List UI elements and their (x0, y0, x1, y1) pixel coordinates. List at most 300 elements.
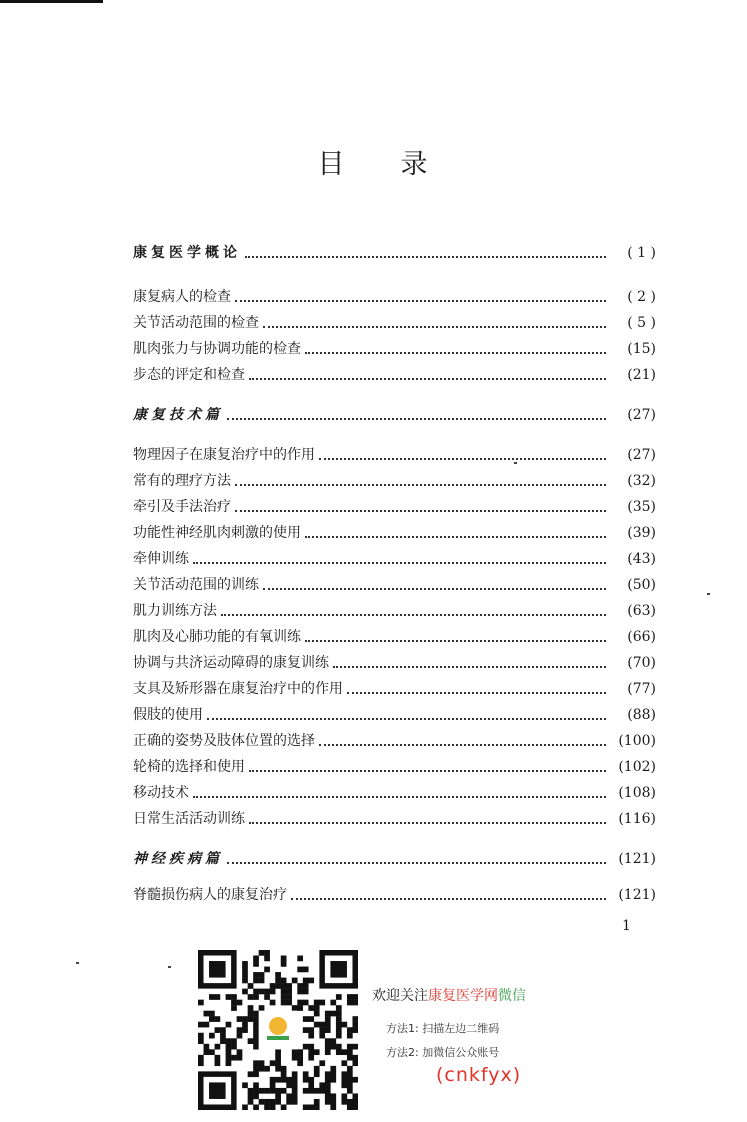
toc-leader-dots (333, 650, 606, 668)
qr-module (319, 1060, 325, 1066)
qr-module (264, 1066, 270, 1072)
qr-finder (330, 961, 347, 978)
qr-module (330, 1000, 336, 1006)
qr-module (336, 994, 342, 1000)
toc-leader-dots (235, 494, 606, 512)
toc-page-number: (63) (627, 603, 656, 619)
toc-page-number: (27) (627, 447, 656, 463)
qr-module (248, 1011, 254, 1017)
toc-page-number: (39) (627, 525, 656, 541)
qr-module (352, 1093, 358, 1099)
toc-section-heading[interactable] (133, 402, 656, 424)
scan-edge-mark (0, 0, 103, 3)
toc-leader-dots (319, 728, 606, 746)
qr-module (286, 1099, 292, 1105)
qr-module (347, 1044, 353, 1050)
qr-module (341, 1071, 347, 1077)
promo-prefix: 欢迎关注 (372, 988, 428, 1004)
qr-module (275, 1093, 281, 1099)
toc-entry[interactable] (133, 494, 656, 516)
qr-module (248, 983, 254, 989)
toc-entry[interactable] (133, 284, 656, 306)
qr-module (352, 994, 358, 1000)
qr-module (347, 1077, 353, 1083)
qr-module (330, 1038, 336, 1044)
qr-module (237, 1000, 243, 1006)
qr-module (220, 1027, 226, 1033)
toc-section-heading[interactable] (133, 846, 656, 868)
qr-module (237, 1055, 243, 1061)
qr-module (330, 1011, 336, 1017)
page-number: 1 (622, 918, 631, 934)
qr-module (270, 1082, 276, 1088)
qr-module (347, 1071, 353, 1077)
qr-module (297, 1049, 303, 1055)
qr-module (314, 1022, 320, 1028)
qr-module (270, 1088, 276, 1094)
toc-page-number: (21) (627, 367, 656, 383)
qr-module (242, 1027, 248, 1033)
promo-headline (372, 985, 526, 1005)
toc-entry-title: 正确的姿势及肢体位置的选择 (133, 733, 315, 749)
toc-entry[interactable] (133, 572, 656, 594)
toc-entry[interactable] (133, 310, 656, 332)
qr-module (275, 1049, 281, 1055)
qr-module (264, 1099, 270, 1105)
toc-page-number: (102) (618, 759, 656, 775)
qr-module (325, 1038, 331, 1044)
qr-module (336, 1022, 342, 1028)
qr-module (259, 972, 265, 978)
toc-page-number: (32) (627, 473, 656, 489)
toc-page-number: (121) (618, 887, 656, 903)
qr-module (308, 1077, 314, 1083)
qr-module (292, 1055, 298, 1061)
qr-module (303, 1027, 309, 1033)
qr-module (347, 1082, 353, 1088)
qr-module (226, 1044, 232, 1050)
qr-module (292, 1099, 298, 1105)
qr-module (226, 1049, 232, 1055)
qr-module (259, 989, 265, 995)
qr-module (281, 1071, 287, 1077)
speck (707, 593, 710, 595)
toc-entry[interactable] (133, 362, 656, 384)
qr-module (352, 1027, 358, 1033)
qr-module (286, 1000, 292, 1006)
qr-module (231, 1000, 237, 1006)
toc-entry[interactable] (133, 728, 656, 750)
qr-module (352, 1055, 358, 1061)
toc-entry[interactable] (133, 468, 656, 490)
toc-entry-title: 步态的评定和检查 (133, 367, 245, 383)
toc-leader-dots (263, 572, 606, 590)
qr-module (248, 994, 254, 1000)
toc-entry-title: 康复病人的检查 (133, 289, 231, 305)
toc-entry[interactable] (133, 780, 656, 802)
qr-module (330, 1093, 336, 1099)
qr-module (303, 989, 309, 995)
toc-leader-dots (235, 468, 606, 486)
toc-page-number: ( 5 ) (627, 315, 656, 331)
qr-module (215, 994, 221, 1000)
qr-module (330, 1071, 336, 1077)
toc-leader-dots (227, 846, 606, 864)
toc-page-number: (70) (627, 655, 656, 671)
qr-finder (209, 1082, 226, 1099)
toc-entry-title: 肌肉张力与协调功能的检查 (133, 341, 301, 357)
qr-module (336, 1049, 342, 1055)
qr-module (325, 1071, 331, 1077)
qr-module (303, 978, 309, 984)
qr-module (330, 1044, 336, 1050)
toc-entry-title: 肌肉及心肺功能的有氧训练 (133, 629, 301, 645)
toc-entry[interactable] (133, 754, 656, 776)
qr-module (253, 1082, 259, 1088)
qr-module (330, 1099, 336, 1105)
qr-module (237, 1016, 243, 1022)
qr-module (297, 1060, 303, 1066)
toc-page-number: (66) (627, 629, 656, 645)
toc-page-number: (108) (618, 785, 656, 801)
qr-module (270, 1060, 276, 1066)
toc-leader-dots (305, 520, 606, 538)
qr-module (281, 1077, 287, 1083)
qr-module (281, 1066, 287, 1072)
qr-module (275, 983, 281, 989)
speck (514, 462, 517, 464)
toc-entry[interactable] (133, 882, 656, 904)
qr-module (303, 1000, 309, 1006)
toc-page-number: (43) (627, 551, 656, 567)
qr-module (303, 967, 309, 973)
toc-entry[interactable] (133, 442, 656, 464)
qr-module (253, 1104, 259, 1110)
qr-module (336, 1027, 342, 1033)
qr-module (308, 1044, 314, 1050)
qr-module (242, 989, 248, 995)
toc-entry-title: 关节活动范围的训练 (133, 577, 259, 593)
toc-leader-dots (245, 240, 606, 258)
toc-page-number: (35) (627, 499, 656, 515)
qr-module (198, 1060, 204, 1066)
qr-module (264, 1104, 270, 1110)
qr-module (347, 1027, 353, 1033)
qr-module (209, 994, 215, 1000)
qr-module (341, 1082, 347, 1088)
qr-module (314, 1000, 320, 1006)
qr-module (242, 967, 248, 973)
qr-module (242, 1022, 248, 1028)
qr-module (281, 978, 287, 984)
qr-module (253, 956, 259, 962)
qr-module (253, 1088, 259, 1094)
qr-module (314, 1088, 320, 1094)
qr-module (286, 983, 292, 989)
qr-module (215, 1016, 221, 1022)
toc-entry[interactable] (133, 598, 656, 620)
qr-module (292, 1088, 298, 1094)
qr-module (336, 1044, 342, 1050)
qr-module (341, 1077, 347, 1083)
title-char-2: 录 (400, 149, 430, 180)
toc-leader-dots (235, 284, 606, 302)
toc-entry[interactable] (133, 336, 656, 358)
qr-logo-icon (269, 1017, 287, 1035)
qr-module (336, 1005, 342, 1011)
toc-page-number: (121) (618, 851, 656, 867)
qr-module (336, 1033, 342, 1039)
qr-module (226, 1055, 232, 1061)
qr-module (281, 1088, 287, 1094)
qr-module (226, 1038, 232, 1044)
qr-module (303, 1104, 309, 1110)
qr-module (270, 1104, 276, 1110)
qr-module (226, 1022, 232, 1028)
qr-module (297, 1000, 303, 1006)
qr-module (303, 1088, 309, 1094)
toc-page-number: (15) (627, 341, 656, 357)
qr-module (330, 1077, 336, 1083)
toc-leader-dots (263, 310, 606, 328)
toc-entry[interactable] (133, 702, 656, 724)
qr-module (253, 1022, 259, 1028)
qr-module (275, 1060, 281, 1066)
qr-module (336, 1011, 342, 1017)
qr-module (347, 1033, 353, 1039)
qr-module (297, 1005, 303, 1011)
qr-module (325, 1082, 331, 1088)
qr-module (259, 1088, 265, 1094)
qr-module (270, 989, 276, 995)
qr-module (270, 983, 276, 989)
qr-module (275, 1099, 281, 1105)
qr-module (242, 978, 248, 984)
title-char-1: 目 (317, 149, 347, 180)
qr-module (253, 1027, 259, 1033)
toc-leader-dots (249, 806, 606, 824)
qr-module (220, 1033, 226, 1039)
qr-module (325, 1044, 331, 1050)
qr-module (248, 1099, 254, 1105)
qr-module (341, 1060, 347, 1066)
qr-module (352, 1044, 358, 1050)
qr-module (292, 1093, 298, 1099)
qr-module (308, 1049, 314, 1055)
toc-entry[interactable] (133, 676, 656, 698)
qr-module (319, 1088, 325, 1094)
qr-module (264, 950, 270, 956)
qr-module (204, 1044, 210, 1050)
toc-entry[interactable] (133, 806, 656, 828)
qr-module (297, 967, 303, 973)
qr-logo-icon (267, 1036, 289, 1040)
toc-entry-title: 康复医学概论 (133, 245, 241, 261)
qr-module (308, 1033, 314, 1039)
qr-module (242, 972, 248, 978)
qr-module (341, 1022, 347, 1028)
qr-module (352, 1077, 358, 1083)
qr-module (264, 989, 270, 995)
qr-module (319, 1082, 325, 1088)
qr-module (292, 1082, 298, 1088)
qr-module (253, 1011, 259, 1017)
toc-entry-title: 假肢的使用 (133, 707, 203, 723)
qr-module (253, 1038, 259, 1044)
promo-account-id: (cnkfyx) (436, 1064, 522, 1086)
toc-page-number: (116) (618, 811, 656, 827)
toc-page-number: (27) (627, 407, 656, 423)
qr-module (314, 1099, 320, 1105)
qr-module (275, 1055, 281, 1061)
toc-leader-dots (249, 754, 606, 772)
qr-module (281, 1104, 287, 1110)
toc-leader-dots (319, 442, 606, 460)
qr-module (347, 1055, 353, 1061)
toc-page-number: (77) (627, 681, 656, 697)
qr-module (281, 956, 287, 962)
qr-module (319, 1000, 325, 1006)
qr-module (347, 1066, 353, 1072)
qr-module (292, 1077, 298, 1083)
toc-entry-title: 功能性神经肌肉刺激的使用 (133, 525, 301, 541)
qr-module (248, 1016, 254, 1022)
toc-entry-title: 牵引及手法治疗 (133, 499, 231, 515)
promo-wechat: 微信 (498, 988, 526, 1004)
qr-module (303, 1016, 309, 1022)
qr-module (325, 1011, 331, 1017)
toc-leader-dots (347, 676, 606, 694)
toc-leader-dots (305, 336, 606, 354)
toc-entry-title: 脊髓损伤病人的康复治疗 (133, 887, 287, 903)
qr-module (325, 1022, 331, 1028)
qr-module (253, 1060, 259, 1066)
qr-module (336, 1016, 342, 1022)
toc-leader-dots (227, 402, 606, 420)
qr-finder (209, 961, 226, 978)
qr-module (215, 1055, 221, 1061)
qr-module (242, 1082, 248, 1088)
qr-module (231, 994, 237, 1000)
qr-module (314, 1005, 320, 1011)
toc-entry-title: 日常生活活动训练 (133, 811, 245, 827)
qr-module (352, 1104, 358, 1110)
toc-entry[interactable] (133, 624, 656, 646)
qr-module (341, 1099, 347, 1105)
promo-method-2: 方法2: 加微信公众账号 (386, 1046, 500, 1059)
qr-module (325, 1077, 331, 1083)
qr-module (319, 1027, 325, 1033)
qr-module (352, 1022, 358, 1028)
qr-module (325, 1049, 331, 1055)
toc-leader-dots (207, 702, 606, 720)
toc-entry-title: 轮椅的选择和使用 (133, 759, 245, 775)
qr-module (319, 1033, 325, 1039)
qr-code-icon[interactable] (198, 950, 358, 1110)
toc-section-heading[interactable] (133, 240, 656, 262)
qr-module (308, 1027, 314, 1033)
qr-module (281, 994, 287, 1000)
qr-module (341, 1093, 347, 1099)
qr-module (198, 1033, 204, 1039)
qr-module (253, 1044, 259, 1050)
qr-module (253, 989, 259, 995)
qr-module (242, 961, 248, 967)
qr-module (308, 1104, 314, 1110)
qr-module (314, 1066, 320, 1072)
qr-module (352, 1099, 358, 1105)
toc-leader-dots (193, 780, 606, 798)
toc-leader-dots (193, 546, 606, 564)
qr-module (231, 1005, 237, 1011)
toc-page-number: (100) (618, 733, 656, 749)
toc-entry-title: 协调与共济运动障碍的康复训练 (133, 655, 329, 671)
toc-page-number: (88) (627, 707, 656, 723)
qr-module (270, 1000, 276, 1006)
toc-entry[interactable] (133, 520, 656, 542)
qr-module (308, 1055, 314, 1061)
promo-method-1: 方法1: 扫描左边二维码 (386, 1022, 500, 1035)
qr-module (226, 1060, 232, 1066)
qr-module (275, 972, 281, 978)
qr-module (308, 978, 314, 984)
qr-module (248, 1071, 254, 1077)
qr-module (215, 1044, 221, 1050)
qr-module (248, 1005, 254, 1011)
qr-module (204, 1049, 210, 1055)
qr-module (330, 1066, 336, 1072)
qr-module (314, 1049, 320, 1055)
qr-module (209, 1033, 215, 1039)
qr-module (259, 950, 265, 956)
qr-module (325, 1016, 331, 1022)
toc-leader-dots (291, 882, 606, 900)
qr-module (286, 1077, 292, 1083)
qr-module (209, 1016, 215, 1022)
qr-module (226, 994, 232, 1000)
qr-module (253, 1033, 259, 1039)
qr-module (292, 1071, 298, 1077)
toc-entry[interactable] (133, 650, 656, 672)
qr-module (215, 1060, 221, 1066)
qr-module (330, 1104, 336, 1110)
qr-module (286, 989, 292, 995)
qr-module (308, 1005, 314, 1011)
promo-site-name: 康复医学网 (428, 988, 498, 1004)
toc-entry[interactable] (133, 546, 656, 568)
toc-page-number: ( 1 ) (627, 245, 656, 261)
toc-entry-title: 物理因子在康复治疗中的作用 (133, 447, 315, 463)
qr-module (259, 978, 265, 984)
qr-module (325, 1088, 331, 1094)
qr-module (286, 994, 292, 1000)
qr-module (242, 1016, 248, 1022)
qr-module (264, 994, 270, 1000)
qr-module (204, 1022, 210, 1028)
qr-module (264, 956, 270, 962)
qr-module (237, 1027, 243, 1033)
qr-module (209, 1011, 215, 1017)
qr-module (347, 1049, 353, 1055)
qr-module (275, 978, 281, 984)
qr-module (314, 1104, 320, 1110)
qr-module (308, 1016, 314, 1022)
qr-module (253, 1016, 259, 1022)
qr-module (264, 1088, 270, 1094)
toc-leader-dots (221, 598, 606, 616)
page-title (0, 142, 747, 181)
qr-module (347, 994, 353, 1000)
